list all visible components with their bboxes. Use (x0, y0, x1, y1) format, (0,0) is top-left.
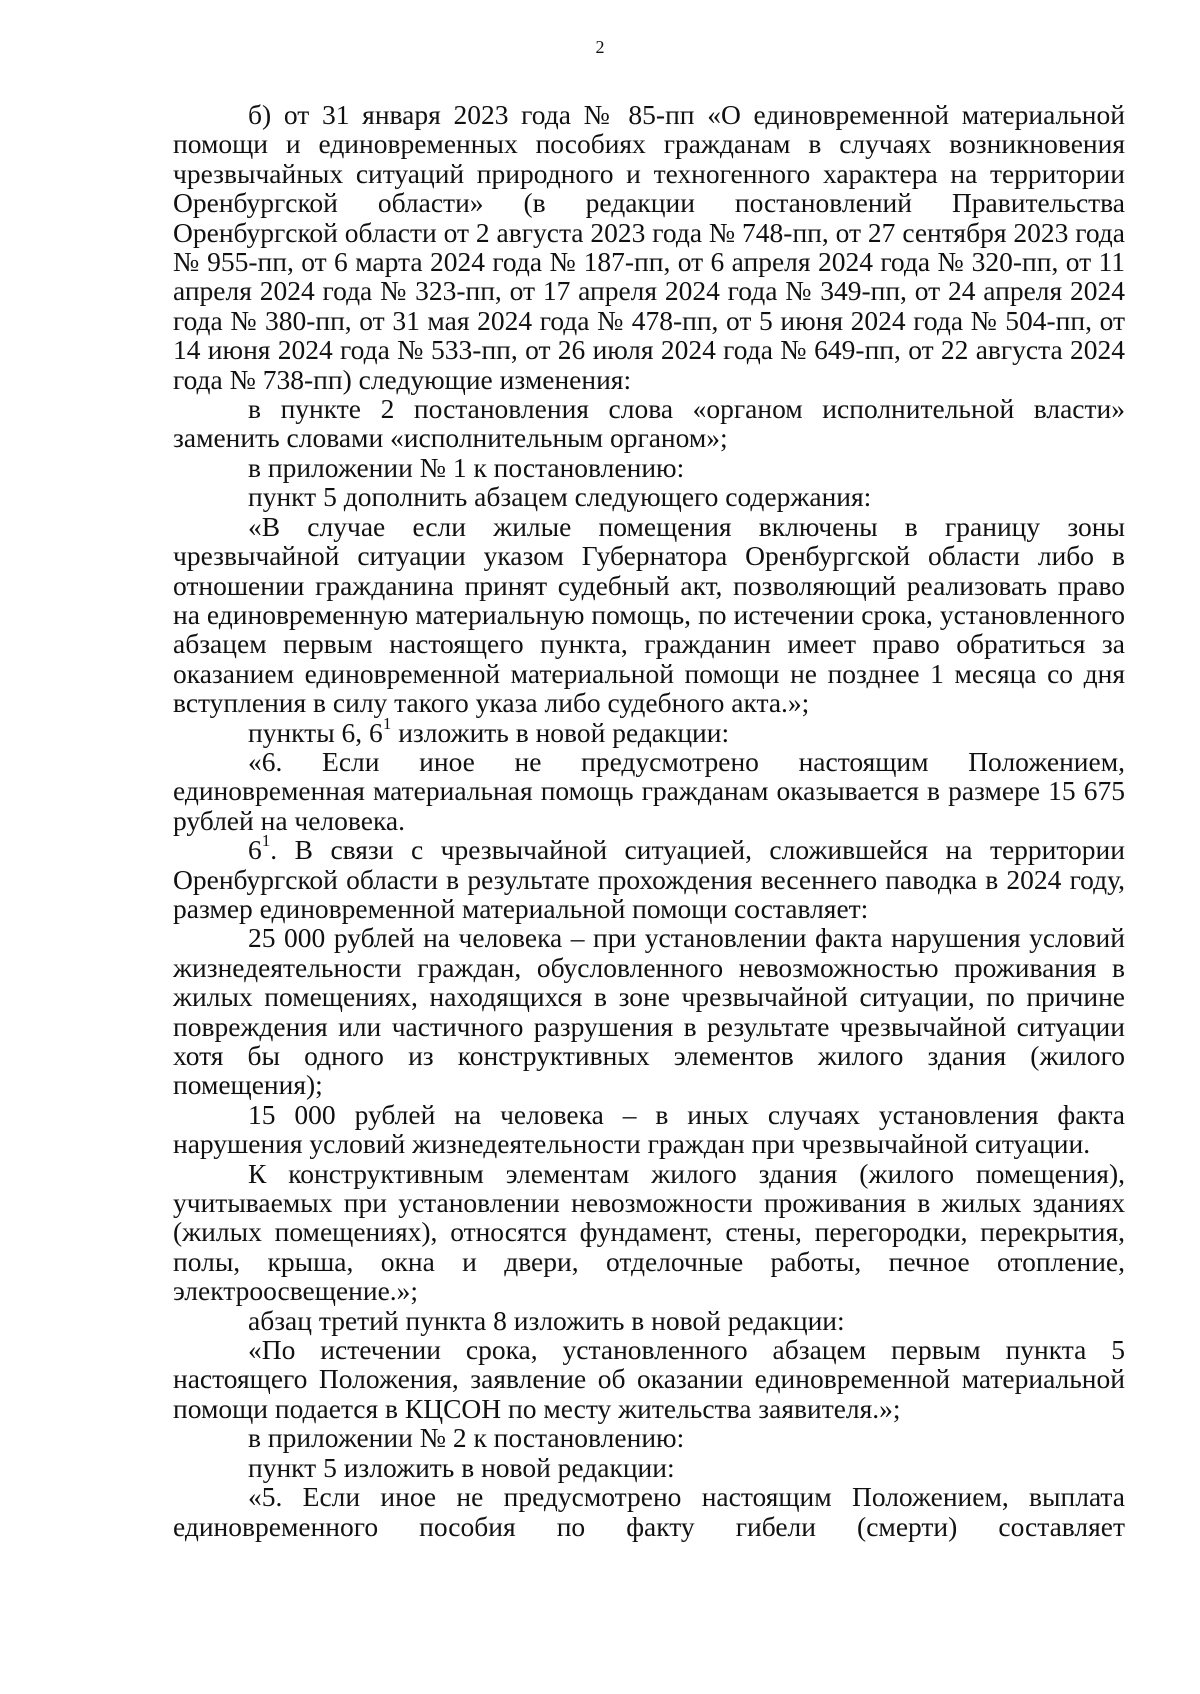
paragraph-appendix-2: в приложении № 2 к постановлению: (248, 1422, 685, 1454)
superscript-index: 1 (382, 713, 392, 733)
paragraph-text-after: . В связи с чрезвычайной ситуацией, сложившейся на территории Оренбургской области в результате прохождения весеннего паводка в 2024 году, размер единовременной материальной помощи составляет: (173, 834, 1125, 924)
paragraph-item-5-supplement: пункт 5 дополнить абзацем следующего содержания: (248, 481, 872, 513)
paragraph-item-6-new-text: «6. Если иное не предусмотрено настоящим Положением, единовременная материальная помощь гражданам оказывается в размере 15 675 рублей на человека. (173, 745, 1125, 836)
paragraph-text-before: 6 (248, 834, 262, 866)
paragraph-item-5-new-text: «В случае если жилые помещения включены в границу зоны чрезвычайной ситуации указом Губернатора Оренбургской области либо в отношении гражданина принят судебный акт, позволяющий реализовать право на единовременную материальную помощь, по истечении срока, установленного абзацем первым настоящего пункта, гражданин имеет право обратиться за оказанием единовременной материальной помощи не позднее 1 месяца со дня вступления в силу такого указа либо судебного акта.»; (173, 510, 1125, 719)
paragraph-item-61-new-text (173, 831, 1125, 924)
document-body (173, 100, 1125, 1541)
paragraph-text-after: изложить в новой редакции: (391, 716, 730, 748)
paragraph-item-8-third-abzac: абзац третий пункта 8 изложить в новой редакции: (248, 1304, 845, 1336)
paragraph-item-2-replace-words: в пункте 2 постановления слова «органом исполнительной власти» заменить словами «исполнительным органом»; (173, 393, 1125, 454)
paragraph-amendment-b: б) от 31 января 2023 года № 85-пп «О единовременной материальной помощи и единовременных пособиях гражданам в случаях возникновения чрезвычайных ситуаций природного и техногенного характера на территории Оренбургской области» (в редакции постановлений Правительства Оренбургской области от 2 августа 2023 года № 748-пп, от 27 сентября 2023 года № 955-пп, от 6 марта 2024 года № 187-пп, от 6 апреля 2024 года № 320-пп, от 11 апреля 2024 года № 323-пп, от 17 апреля 2024 года № 349-пп, от 24 апреля 2024 года № 380-пп, от 31 мая 2024 года № 478-пп, от 5 июня 2024 года № 504-пп, от 14 июня 2024 года № 533-пп, от 26 июля 2024 года № 649-пп, от 22 августа 2024 года № 738-пп) следующие изменения: (173, 99, 1125, 395)
paragraph-item-8-new-text: «По истечении срока, установленного абзацем первым пункта 5 настоящего Положения, заявление об оказании единовременной материальной помощи подается в КЦСОН по месту жительства заявителя.»; (173, 1334, 1125, 1424)
paragraph-text-before: пункты 6, 6 (248, 716, 383, 748)
paragraph-25000-rubles: 25 000 рублей на человека – при установлении факта нарушения условий жизнедеятельности граждан, обусловленного невозможностью проживания в жилых помещениях, находящихся в зоне чрезвычайной ситуации, по причине повреждения или частичного разрушения в результате чрезвычайной ситуации хотя бы одного из конструктивных элементов жилого здания (жилого помещения); (173, 922, 1125, 1101)
paragraph-appendix-2-item-5-new-text: «5. Если иное не предусмотрено настоящим Положением, выплата единовременного пособия по факту гибели (смерти) составляет (173, 1481, 1125, 1542)
paragraph-structural-elements: К конструктивным элементам жилого здания (жилого помещения), учитываемых при установлении невозможности проживания в жилых зданиях (жилых помещениях), относятся фундамент, стены, перегородки, перекрытия, полы, крыша, окна и двери, отделочные работы, печное отопление, электроосвещение.»; (173, 1157, 1125, 1307)
paragraph-items-6-61 (173, 713, 1125, 748)
page-number: 2 (595, 37, 605, 57)
paragraph-appendix-2-item-5: пункт 5 изложить в новой редакции: (248, 1451, 675, 1483)
paragraph-15000-rubles: 15 000 рублей на человека – в иных случаях установления факта нарушения условий жизнедеятельности граждан при чрезвычайной ситуации. (173, 1098, 1125, 1160)
superscript-index: 1 (261, 831, 271, 851)
paragraph-appendix-1: в приложении № 1 к постановлению: (248, 451, 685, 483)
